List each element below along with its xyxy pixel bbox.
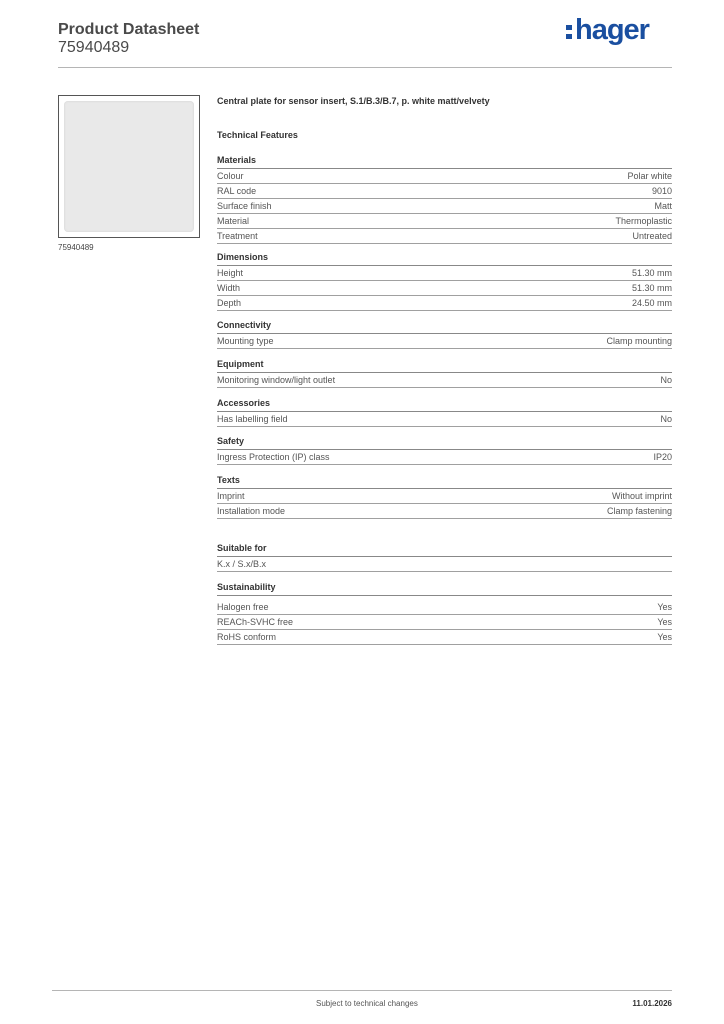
spec-value: Yes [657,617,672,627]
spec-label: Ingress Protection (IP) class [217,452,330,462]
section-connectivity [217,320,672,349]
spec-value: Clamp mounting [606,336,672,346]
section-materials [217,155,672,244]
spec-value: Yes [657,632,672,642]
spec-label: Monitoring window/light outlet [217,375,336,385]
section-texts [217,475,672,519]
section-accessories [217,398,672,427]
spec-row [217,412,672,427]
section-equipment [217,359,672,388]
spec-row [217,615,672,630]
section-safety [217,436,672,465]
product-description: Central plate for sensor insert, S.1/B.3/B.7, p. white matt/velvety [217,96,490,106]
spec-label: Colour [217,171,244,181]
spec-label: K.x / S.x/B.x [217,559,267,569]
spec-row [217,600,672,615]
spec-value: Untreated [632,231,672,241]
section-title: Suitable for [217,543,672,557]
spec-label: RAL code [217,186,257,196]
spec-row [217,169,672,184]
spec-label: Height [217,268,244,278]
section-title: Equipment [217,359,672,373]
section-sustainability [217,582,672,645]
page-title: Product Datasheet [58,21,200,38]
spec-value: 51.30 mm [631,283,672,293]
spec-value: No [660,375,672,385]
spec-row [217,557,672,572]
spec-row [217,504,672,519]
logo-colon-icon [566,14,573,47]
spec-value: Clamp fastening [606,506,672,516]
section-title: Dimensions [217,252,672,266]
spec-value: No [660,414,672,424]
spec-value: Without imprint [611,491,672,501]
section-title: Connectivity [217,320,672,334]
logo-text: hager [575,14,649,46]
product-number: 75940489 [58,39,130,56]
header-divider [58,67,672,68]
spec-row [217,489,672,504]
image-caption: 75940489 [58,243,94,252]
spec-value: 9010 [651,186,672,196]
spec-label: Installation mode [217,506,286,516]
section-dimensions [217,252,672,311]
spec-row [217,214,672,229]
section-title: Safety [217,436,672,450]
spec-label: Mounting type [217,336,274,346]
spec-value: Thermoplastic [615,216,672,226]
spec-row [217,266,672,281]
section-title: Sustainability [217,582,672,596]
spec-value: Matt [654,201,672,211]
spec-row [217,199,672,214]
spec-label: Has labelling field [217,414,288,424]
spec-row [217,229,672,244]
technical-features-heading: Technical Features [217,130,298,140]
footer-note: Subject to technical changes [316,999,418,1008]
spec-row [217,373,672,388]
section-title: Texts [217,475,672,489]
spec-label: REACh-SVHC free [217,617,294,627]
hager-logo [566,14,649,47]
section-suitable-for [217,543,672,572]
spec-label: Surface finish [217,201,272,211]
spec-row [217,281,672,296]
spec-value: 24.50 mm [631,298,672,308]
spec-value: Yes [657,602,672,612]
spec-label: Depth [217,298,242,308]
spec-row [217,296,672,311]
spec-row [217,184,672,199]
footer-date: 11.01.2026 [632,999,672,1008]
footer-divider [52,990,672,991]
central-plate-picture [64,101,194,232]
spec-row [217,630,672,645]
spec-label: Imprint [217,491,245,501]
spec-label: Width [217,283,241,293]
spec-value: Polar white [627,171,672,181]
spec-value: IP20 [653,452,672,462]
spec-row [217,450,672,465]
section-title: Materials [217,155,672,169]
spec-label: Halogen free [217,602,269,612]
spec-label: RoHS conform [217,632,277,642]
spec-value: 51.30 mm [631,268,672,278]
product-image [58,95,200,238]
spec-label: Material [217,216,250,226]
section-title: Accessories [217,398,672,412]
spec-label: Treatment [217,231,258,241]
spec-row [217,334,672,349]
